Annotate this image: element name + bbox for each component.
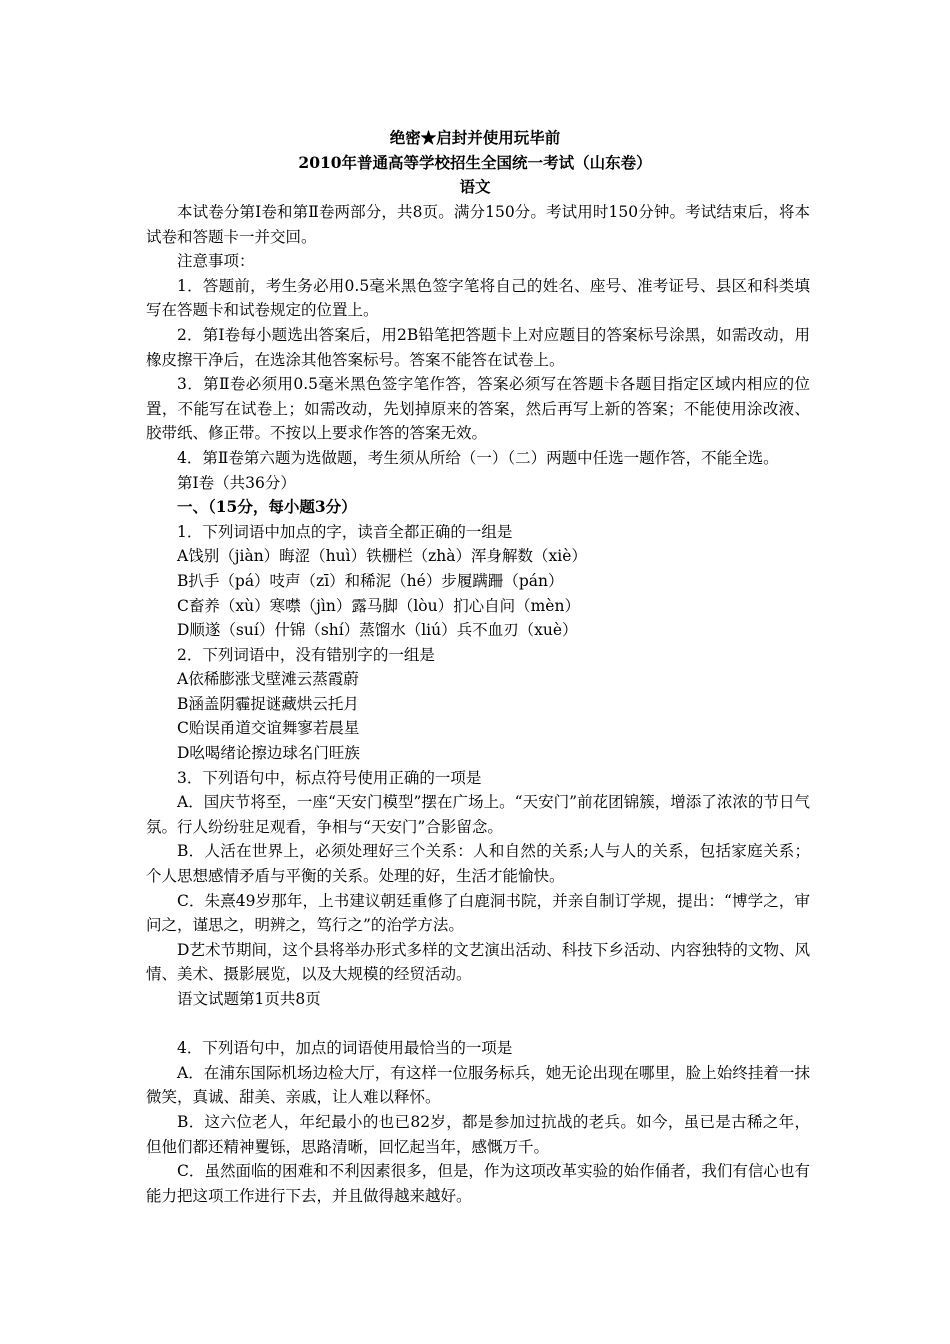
- page-footer: 语文试题第1页共8页: [177, 990, 321, 1008]
- intro-paragraph: 本试卷分第Ⅰ卷和第Ⅱ卷两部分，共8页。满分150分。考试用时150分钟。考试结束后，将本试卷和答题卡一并交回。: [146, 203, 810, 246]
- question-option: D顺遂（suí）什锦（shí）蒸馏水（liú）兵不血刃（xuè）: [177, 621, 578, 640]
- notice-item: 4．第Ⅱ卷第六题为选做题，考生须从所给（一）（二）两题中任选一题作答，不能全选。: [177, 448, 779, 467]
- question-option: B扒手（pá）吱声（zī）和稀泥（hé）步履蹒跚（pán）: [177, 571, 564, 590]
- notice-item: 2．第Ⅰ卷每小题选出答案后，用2B铅笔把答题卡上对应题目的答案标号涂黑，如需改动，用橡皮擦干净后，在选涂其他答案标号。答案不能答在试卷上。: [146, 325, 810, 369]
- question-option: D艺术节期间，这个县将举办形式多样的文艺演出活动、科技下乡活动、内容独特的文物、风情、美术、摄影展览，以及大规模的经贸活动。: [146, 940, 810, 984]
- notice-item: 1．答题前，考生务必用0.5毫米黑色签字笔将自己的姓名、座号、准考证号、县区和科类填写在答题卡和试卷规定的位置上。: [146, 276, 810, 320]
- question-option: A饯别（jiàn）晦涩（huì）铁栅栏（zhà）浑身解数（xiè）: [177, 547, 587, 566]
- exam-body: [146, 200, 810, 1208]
- notice-item: 3．第Ⅱ卷必须用0.5毫米黑色签字笔作答，答案必须写在答题卡各题目指定区域内相应的位置，不能写在试卷上；如需改动，先划掉原来的答案，然后再写上新的答案；不能使用涂改液、胶带纸、修正带。不按以上要求作答的答案无效。: [146, 375, 810, 443]
- question-option: D吆喝绪论擦边球名门旺族: [177, 744, 360, 763]
- subject-title: 语文: [459, 177, 491, 197]
- question-option: A．国庆节将至，一座“天安门模型”摆在广场上。“天安门”前花团锦簇，增添了浓浓的节日气氛。行人纷纷驻足观看，争相与“天安门”合影留念。: [146, 793, 810, 836]
- section-heading: 一、（15分，每小题3分）: [177, 497, 357, 517]
- secret-line: 绝密★启封并使用玩毕前: [389, 128, 561, 147]
- exam-title: 2010年普通高等学校招生全国统一考试（山东卷）: [298, 152, 652, 172]
- question-stem: 4．下列语句中，加点的词语使用最恰当的一项是: [177, 1039, 513, 1058]
- question-stem: 2．下列词语中，没有错别字的一组是: [177, 645, 435, 664]
- question-stem: 3．下列语句中，标点符号使用正确的一项是: [177, 768, 482, 787]
- question-stem: 1．下列词语中加点的字，读音全都正确的一组是: [177, 522, 513, 541]
- question-option: C畜养（xù）寒噤（jìn）露马脚（lòu）扪心自问（mèn）: [177, 596, 580, 615]
- question-option: C贻误甬道交谊舞寥若晨星: [177, 719, 360, 738]
- question-option: B．这六位老人，年纪最小的也已82岁，都是参加过抗战的老兵。如今，虽已是古稀之年，但他们都还精神矍铄，思路清晰，回忆起当年，感慨万千。: [146, 1112, 810, 1156]
- question-option: C．虽然面临的困难和不利因素很多，但是，作为这项改革实验的始作俑者，我们有信心也有能力把这项工作进行下去，并且做得越来越好。: [146, 1162, 810, 1205]
- question-option: B．人活在世界上，必须处理好三个关系：人和自然的关系;人与人的关系，包括家庭关系；个人思想感情矛盾与平衡的关系。处理的好，生活才能愉快。: [146, 842, 810, 886]
- page-break-gap: [146, 1012, 810, 1037]
- question-option: A依稀膨涨戈壁滩云蒸霞蔚: [177, 670, 359, 689]
- question-option: B涵盖阴霾捉谜藏烘云托月: [177, 694, 359, 713]
- volume-heading: 第Ⅰ卷（共36分）: [177, 473, 296, 492]
- question-option: C．朱熹49岁那年，上书建议朝廷重修了白鹿洞书院，并亲自制订学规，提出：“博学之，审问之，谨思之，明辨之，笃行之”的治学方法。: [146, 891, 810, 935]
- notice-heading: 注意事项：: [177, 252, 255, 271]
- question-option: A．在浦东国际机场边检大厅，有这样一位服务标兵，她无论出现在哪里，脸上始终挂着一抹微笑，真诚、甜美、亲戚，让人难以释怀。: [146, 1063, 810, 1107]
